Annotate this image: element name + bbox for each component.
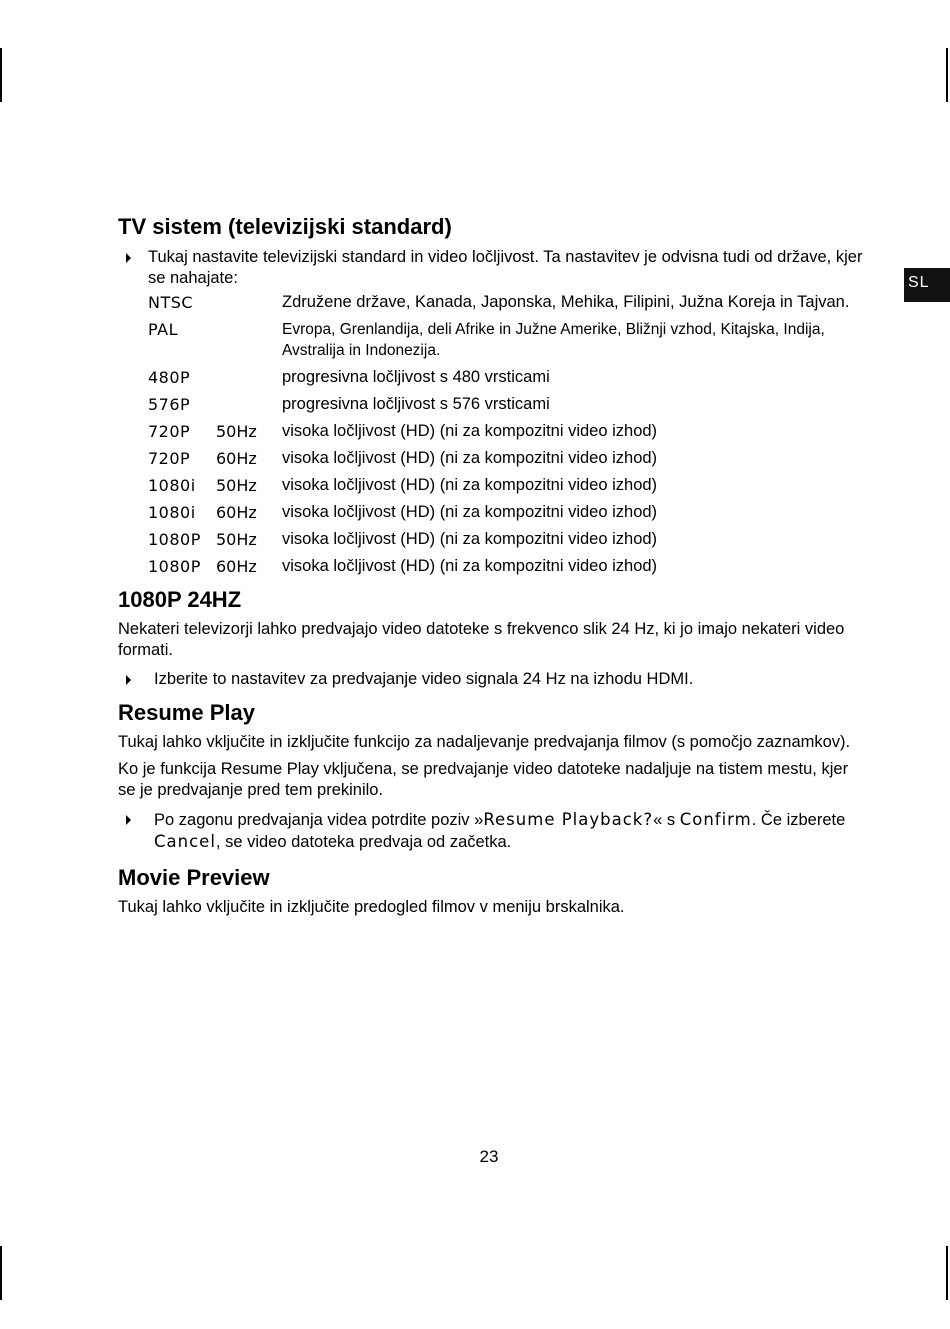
language-tab: SL (904, 268, 950, 302)
standard-frequency: 50Hz (216, 422, 257, 441)
confirm-option: Confirm (679, 810, 752, 829)
tv-standard-table (148, 292, 863, 577)
standard-frequency: 50Hz (216, 476, 257, 495)
bullet-arrow-icon (126, 675, 131, 685)
table-row (148, 475, 863, 496)
resume-paragraph-1: Tukaj lahko vključite in izključite funkcijo za nadaljevanje predvajanja filmov (s pomočjo zaznamkov). (118, 733, 851, 751)
standard-desc: Evropa, Grenlandija, deli Afrike in Južne Amerike, Bližnji vzhod, Kitajska, Indija, Avstralija in Indonezija. (282, 321, 825, 359)
standard-name: 1080P (148, 557, 201, 576)
standard-name: 576P (148, 395, 191, 414)
crop-mark-top-right (946, 48, 948, 102)
standard-desc: visoka ločljivost (HD) (ni za kompozitni video izhod) (282, 449, 658, 467)
resume-paragraph-2: Ko je funkcija Resume Play vključena, se predvajanje video datoteke nadaljuje na tistem mestu, kjer se je predvajanje pred tem prekinilo. (118, 760, 849, 799)
resume-bullet-text-a: Po zagonu predvajanja videa potrdite poziv » (154, 811, 484, 829)
table-row (148, 319, 863, 361)
table-row (148, 394, 863, 415)
table-row (148, 421, 863, 442)
standard-name: 720P (148, 449, 191, 468)
standard-frequency: 50Hz (216, 530, 257, 549)
resume-bullet-text-d: , se video datoteka predvaja od začetka. (215, 833, 512, 851)
standard-name: NTSC (148, 293, 194, 312)
movie-preview-paragraph: Tukaj lahko vključite in izključite predogled filmov v meniju brskalnika. (118, 898, 625, 916)
standard-frequency: 60Hz (216, 449, 257, 468)
tv-intro-text: Tukaj nastavite televizijski standard in video ločljivost. Ta nastavitev je odvisna tudi od države, kjer se nahajate: (148, 248, 863, 287)
standard-name: 480P (148, 368, 191, 387)
hz24-bullet (118, 669, 863, 690)
resume-bullet-text-b: « s (653, 811, 680, 829)
page-content (118, 212, 863, 918)
table-row (148, 292, 863, 313)
standard-name: 1080P (148, 530, 201, 549)
resume-play-heading: Resume Play (118, 700, 255, 725)
standard-desc: progresivna ločljivost s 480 vrsticami (282, 368, 550, 386)
standard-name: 1080i (148, 476, 196, 495)
standard-name: PAL (148, 320, 178, 339)
crop-mark-top-left (0, 48, 2, 102)
standard-desc: visoka ločljivost (HD) (ni za kompozitni video izhod) (282, 476, 658, 494)
cancel-option: Cancel (154, 832, 216, 851)
resume-bullet (118, 809, 863, 853)
standard-name: 1080i (148, 503, 196, 522)
resume-playback-prompt: Resume Playback? (483, 810, 654, 829)
table-row (148, 367, 863, 388)
standard-desc: visoka ločljivost (HD) (ni za kompozitni video izhod) (282, 503, 658, 521)
tv-system-heading: TV sistem (televizijski standard) (118, 214, 452, 239)
hz24-heading: 1080P 24HZ (118, 587, 242, 612)
table-row (148, 556, 863, 577)
standard-desc: Združene države, Kanada, Japonska, Mehika, Filipini, Južna Koreja in Tajvan. (282, 293, 850, 311)
table-row (148, 502, 863, 523)
standard-frequency: 60Hz (216, 503, 257, 522)
standard-frequency: 60Hz (216, 557, 257, 576)
table-row (148, 448, 863, 469)
standard-desc: visoka ločljivost (HD) (ni za kompozitni video izhod) (282, 557, 658, 575)
hz24-paragraph: Nekateri televizorji lahko predvajajo video datoteke s frekvenco slik 24 Hz, ki jo imajo nekateri video formati. (118, 620, 845, 659)
standard-desc: visoka ločljivost (HD) (ni za kompozitni video izhod) (282, 422, 658, 440)
standard-name: 720P (148, 422, 191, 441)
page-number: 23 (479, 1147, 499, 1166)
resume-bullet-text-c: . Če izberete (751, 811, 846, 829)
standard-desc: visoka ločljivost (HD) (ni za kompozitni video izhod) (282, 530, 658, 548)
table-row (148, 529, 863, 550)
bullet-arrow-icon (126, 253, 131, 263)
crop-mark-bottom-left (0, 1246, 2, 1300)
tv-intro-bullet (118, 247, 863, 289)
movie-preview-heading: Movie Preview (118, 865, 270, 890)
standard-desc: progresivna ločljivost s 576 vrsticami (282, 395, 550, 413)
hz24-bullet-text: Izberite to nastavitev za predvajanje video signala 24 Hz na izhodu HDMI. (154, 670, 694, 688)
crop-mark-bottom-right (946, 1246, 948, 1300)
bullet-arrow-icon (126, 815, 131, 825)
